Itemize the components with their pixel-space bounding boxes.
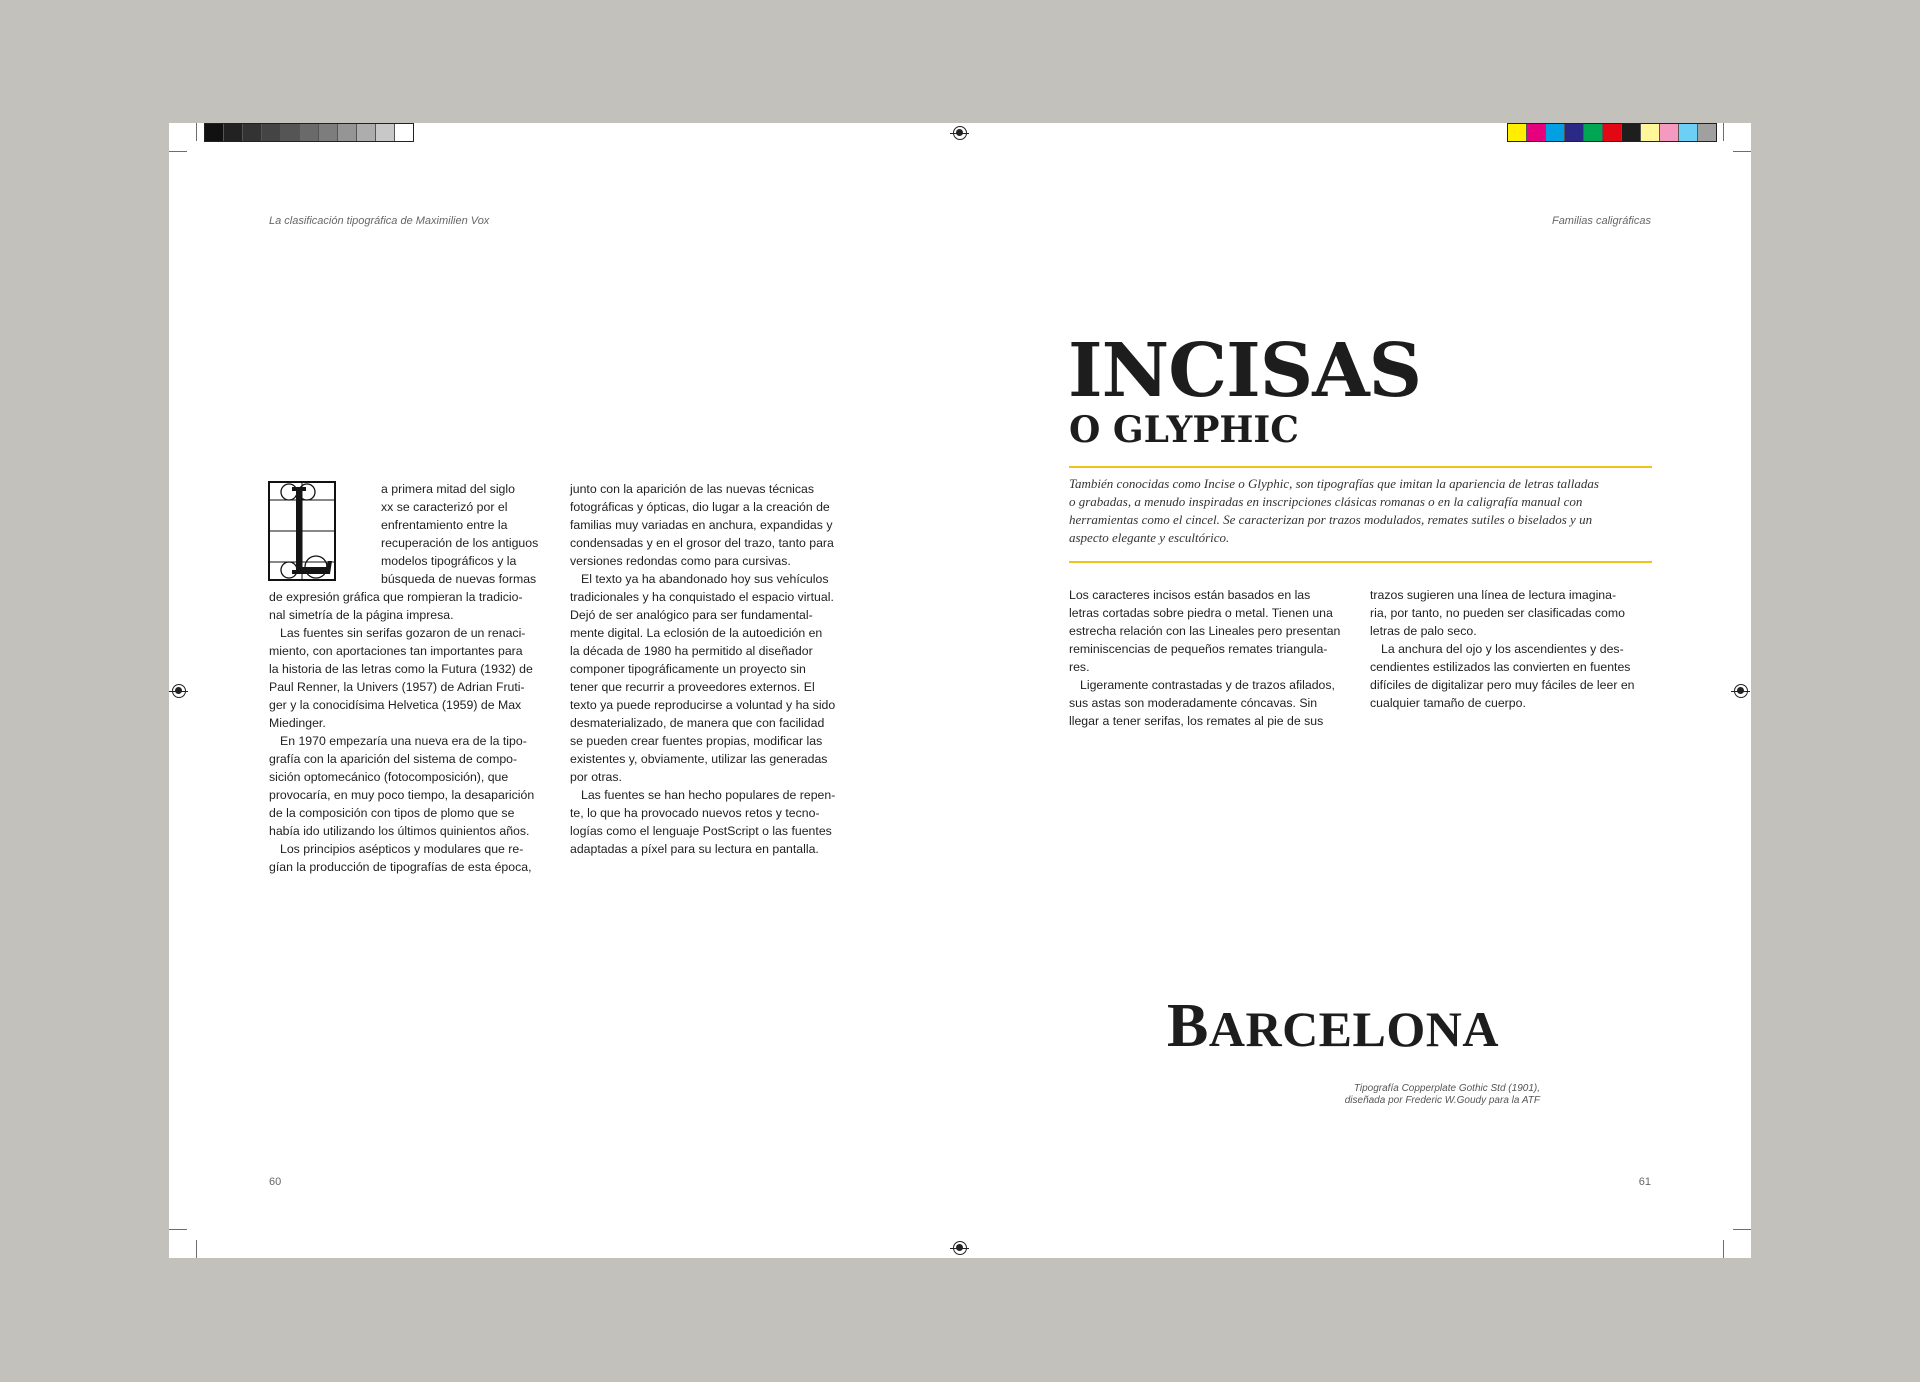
text-line: Paul Renner, la Univers (1957) de Adrian Fruti- [269, 680, 525, 694]
left-column-1 [269, 588, 554, 876]
text-line: había ido utilizando los últimos quinientos años. [269, 824, 530, 838]
text-line: ria, por tanto, no pueden ser clasificadas como [1370, 606, 1625, 620]
color-patch [1697, 124, 1716, 141]
left-column-1-dropcap-lines [381, 480, 551, 588]
text-line: sus astas son moderadamente cóncavas. Sin [1069, 696, 1318, 710]
text-line: condensadas y en el grosor del trazo, tanto para [570, 536, 834, 550]
text-line: a primera mitad del siglo [381, 482, 515, 496]
intro-bottom-rule [1069, 561, 1652, 563]
color-patch [394, 124, 413, 141]
text-line: cendientes estilizados las convierten en fuentes [1370, 660, 1631, 674]
registration-mark-bottom [953, 1241, 967, 1255]
text-line: nal simetría de la página impresa. [269, 608, 454, 622]
text-line: la década de 1980 ha permitido al diseñador [570, 644, 813, 658]
color-patch [280, 124, 299, 141]
text-line: estrecha relación con las Lineales pero presentan [1069, 624, 1341, 638]
text-line: tener que recurrir a proveedores externos. El [570, 680, 815, 694]
text-line: tradicionales y ha conquistado el espacio virtual. [570, 590, 834, 604]
crop-mark [169, 151, 187, 152]
text-line: xx se caracterizó por el [381, 500, 508, 514]
crop-mark [196, 1240, 197, 1258]
text-line: versiones redondas como para cursivas. [570, 554, 791, 568]
text-line: te, lo que ha provocado nuevos retos y tecno- [570, 806, 820, 820]
text-line: Ligeramente contrastadas y de trazos afilados, [1080, 678, 1335, 692]
typeface-sample-rest: ARCELONA [1208, 1001, 1499, 1057]
text-line: Los principios asépticos y modulares que re- [280, 842, 524, 856]
intro-top-rule [1069, 466, 1652, 468]
text-line: llegar a tener serifas, los remates al pie de sus [1069, 714, 1324, 728]
text-line: modelos tipográficos y la [381, 554, 517, 568]
text-line: Las fuentes sin serifas gozaron de un renaci- [280, 626, 526, 640]
dropcap-letter-l-icon [270, 483, 334, 579]
right-running-head: Familias caligráficas [1551, 215, 1651, 227]
text-line: enfrentamiento entre la [381, 518, 508, 532]
intro-line: o grabadas, a menudo inspiradas en inscripciones clásicas romanas o en la caligrafía manual con [1069, 494, 1583, 509]
grayscale-control-bar [204, 123, 414, 142]
text-line: provocaría, en muy poco tiempo, la desaparición [269, 788, 535, 802]
right-column-1 [1069, 586, 1359, 730]
crop-mark [196, 123, 197, 141]
text-line: la historia de las letras como la Futura (1932) de [269, 662, 533, 676]
color-patch [242, 124, 261, 141]
crop-mark [1723, 123, 1724, 141]
color-patch [1508, 124, 1526, 141]
text-line: componer tipográficamente un proyecto sin [570, 662, 806, 676]
registration-mark-top [953, 126, 967, 140]
text-line: trazos sugieren una línea de lectura imagina- [1370, 588, 1617, 602]
sample-caption [1345, 1083, 1540, 1107]
text-line: se pueden crear fuentes propias, modificar las [570, 734, 823, 748]
text-line: gían la producción de tipografías de esta época, [269, 860, 532, 874]
text-line: En 1970 empezaría una nueva era de la tipo- [280, 734, 527, 748]
text-line: texto ya puede reproducirse a voluntad y ha sido [570, 698, 836, 712]
text-line: Los caracteres incisos están basados en las [1069, 588, 1311, 602]
color-patch [1545, 124, 1564, 141]
text-line: existentes y, obviamente, utilizar las generadas [570, 752, 828, 766]
caption-line: diseñada por Frederic W.Goudy para la ATF [1344, 1095, 1540, 1106]
color-patch [356, 124, 375, 141]
text-line: letras cortadas sobre piedra o metal. Tienen una [1069, 606, 1333, 620]
color-patch [205, 124, 223, 141]
text-line: res. [1069, 660, 1090, 674]
left-column-2 [570, 480, 860, 858]
text-line: mente digital. La eclosión de la autoedición en [570, 626, 823, 640]
intro-line: aspecto elegante y escultórico. [1069, 530, 1230, 545]
text-line: Las fuentes se han hecho populares de repen- [581, 788, 836, 802]
left-folio: 60 [269, 1176, 282, 1188]
text-line: Dejó de ser analógico para ser fundamental- [570, 608, 813, 622]
color-patch [1640, 124, 1659, 141]
text-line: por otras. [570, 770, 622, 784]
text-line: desmaterializado, de manera que con facilidad [570, 716, 825, 730]
text-line: La anchura del ojo y los ascendientes y des- [1381, 642, 1624, 656]
color-patch [1583, 124, 1602, 141]
color-patch [1621, 124, 1640, 141]
color-patch [318, 124, 337, 141]
typeface-sample [1167, 992, 1499, 1060]
crop-mark [1733, 1229, 1751, 1230]
color-patch [1659, 124, 1678, 141]
dropcap-illustration [268, 481, 336, 581]
intro-paragraph [1069, 475, 1654, 547]
page-subtitle: O GLYPHIC [1069, 409, 1299, 451]
text-line: sición optomecánico (fotocomposición), que [269, 770, 509, 784]
page-title: INCISAS [1068, 328, 1422, 414]
right-folio: 61 [1638, 1176, 1651, 1188]
text-line: difíciles de digitalizar pero muy fáciles de leer en [1370, 678, 1635, 692]
color-patch [1564, 124, 1583, 141]
registration-mark-right [1734, 684, 1748, 698]
crop-mark [1733, 151, 1751, 152]
text-line: cualquier tamaño de cuerpo. [1370, 696, 1526, 710]
color-patch [375, 124, 394, 141]
text-line: logías como el lenguaje PostScript o las fuentes [570, 824, 832, 838]
crop-mark [169, 1229, 187, 1230]
crop-mark [1723, 1240, 1724, 1258]
text-line: búsqueda de nuevas formas [381, 572, 537, 586]
text-line: El texto ya ha abandonado hoy sus vehículos [581, 572, 829, 586]
text-line: junto con la aparición de las nuevas técnicas [570, 482, 815, 496]
color-patch [299, 124, 318, 141]
color-patch [1678, 124, 1697, 141]
text-line: de expresión gráfica que rompieran la tradicio- [269, 590, 523, 604]
intro-line: herramientas como el cincel. Se caracterizan por trazos modulados, remates sutiles o biselados y un [1069, 512, 1593, 527]
text-line: recuperación de los antiguos [381, 536, 539, 550]
text-line: Miedinger. [269, 716, 326, 730]
text-line: letras de palo seco. [1370, 624, 1477, 638]
text-line: familias muy variadas en anchura, expandidas y [570, 518, 833, 532]
color-patch [261, 124, 280, 141]
right-column-2 [1370, 586, 1660, 712]
text-line: miento, con aportaciones tan importantes para [269, 644, 523, 658]
color-patch [1602, 124, 1621, 141]
registration-mark-left [172, 684, 186, 698]
typeface-sample-initial: B [1167, 992, 1209, 1060]
color-control-bar [1507, 123, 1717, 142]
intro-line: También conocidas como Incise o Glyphic, son tipografías que imitan la apariencia de letras talladas [1069, 476, 1599, 491]
text-line: reminiscencias de pequeños remates triangula- [1069, 642, 1328, 656]
text-line: grafía con la aparición del sistema de compo- [269, 752, 518, 766]
caption-line: Tipografía Copperplate Gothic Std (1901), [1353, 1083, 1540, 1094]
book-spread [169, 123, 1751, 1258]
text-line: fotográficas y ópticas, dio lugar a la creación de [570, 500, 830, 514]
color-patch [337, 124, 356, 141]
left-running-head: La clasificación tipográfica de Maximilien Vox [269, 215, 490, 227]
color-patch [223, 124, 242, 141]
text-line: ger y la conocidísima Helvetica (1959) de Max [269, 698, 522, 712]
text-line: adaptadas a píxel para su lectura en pantalla. [570, 842, 819, 856]
color-patch [1526, 124, 1545, 141]
text-line: de la composición con tipos de plomo que se [269, 806, 515, 820]
